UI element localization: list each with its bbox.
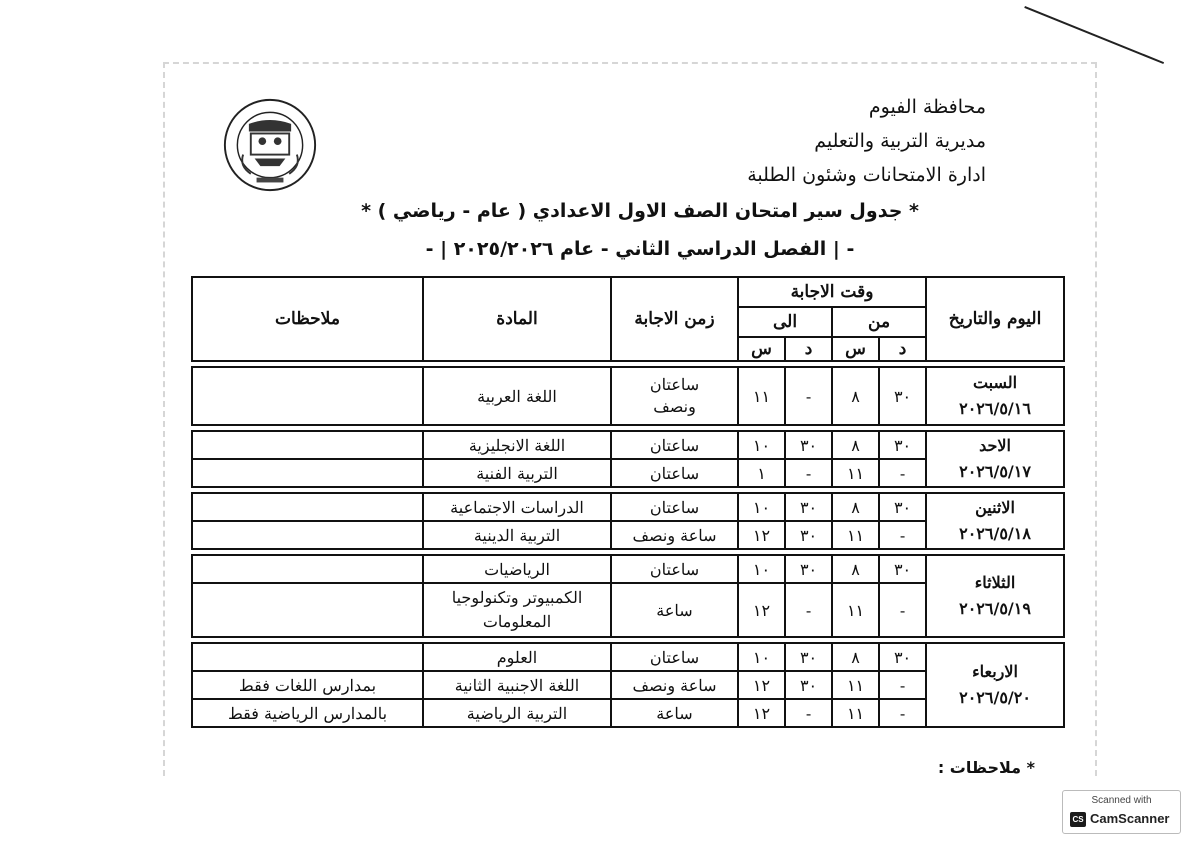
to-hour-cell: ١٢: [738, 699, 785, 727]
from-minute-cell: -: [879, 583, 926, 637]
subject-cell: اللغة العربية: [423, 367, 611, 425]
subject-cell: التربية الفنية: [423, 459, 611, 487]
from-minute-cell: -: [879, 699, 926, 727]
duration-cell: ساعتان: [611, 555, 738, 583]
scanned-with-label: Scanned with: [1091, 795, 1152, 806]
answer-time-header: وقت الاجابة: [738, 277, 926, 307]
subject-cell: التربية الدينية: [423, 521, 611, 549]
notes-cell: [192, 367, 423, 425]
from-minute-cell: -: [879, 459, 926, 487]
from-hour-header: س: [832, 337, 879, 361]
to-hour-cell: ١٠: [738, 431, 785, 459]
document-header: [686, 90, 986, 192]
from-minute-cell: ٣٠: [879, 431, 926, 459]
subject-cell: اللغة الاجنبية الثانية: [423, 671, 611, 699]
from-minute-cell: -: [879, 671, 926, 699]
duration-cell: ساعة ونصف: [611, 521, 738, 549]
from-hour-cell: ١١: [832, 671, 879, 699]
to-hour-cell: ١٢: [738, 583, 785, 637]
from-hour-cell: ١١: [832, 459, 879, 487]
subject-cell: الكمبيوتر وتكنولوجيا المعلومات: [423, 583, 611, 637]
department-name: ادارة الامتحانات وشئون الطلبة: [747, 164, 986, 186]
notes-cell: [192, 521, 423, 549]
day-cell: [926, 555, 1064, 637]
to-minute-cell: ٣٠: [785, 671, 832, 699]
day-name: الثلاثاء: [974, 573, 1016, 592]
duration-cell: ساعة: [611, 699, 738, 727]
from-minute-cell: ٣٠: [879, 367, 926, 425]
duration-cell: ساعتان: [611, 459, 738, 487]
duration-cell: ساعتان: [611, 493, 738, 521]
table-header-row: [192, 277, 1064, 307]
exams-administration-seal: [222, 97, 318, 193]
day-date: ٢٠٢٦/٥/٢٠: [959, 688, 1031, 707]
to-hour-cell: ١٢: [738, 671, 785, 699]
notes-cell: [192, 459, 423, 487]
duration-cell: ساعتان: [611, 643, 738, 671]
camscanner-brand: CamScanner: [1090, 811, 1170, 826]
notes-cell: [192, 643, 423, 671]
to-minute-cell: -: [785, 699, 832, 727]
notes-cell: بمدارس اللغات فقط: [192, 671, 423, 699]
day-name: الاربعاء: [972, 662, 1018, 681]
notes-header: ملاحظات: [192, 277, 423, 361]
from-hour-cell: ٨: [832, 431, 879, 459]
from-hour-cell: ١١: [832, 699, 879, 727]
camscanner-logo-icon: CS: [1070, 812, 1086, 827]
subject-cell: العلوم: [423, 643, 611, 671]
table-row: [192, 493, 1064, 521]
to-hour-header: س: [738, 337, 785, 361]
subject-cell: الرياضيات: [423, 555, 611, 583]
notes-cell: [192, 493, 423, 521]
to-hour-cell: ١: [738, 459, 785, 487]
notes-footnote: * ملاحظات :: [937, 758, 1035, 777]
notes-cell: بالمدارس الرياضية فقط: [192, 699, 423, 727]
to-hour-cell: ١٠: [738, 555, 785, 583]
notes-cell: [192, 555, 423, 583]
day-cell: [926, 367, 1064, 425]
subject-cell: الدراسات الاجتماعية: [423, 493, 611, 521]
directorate-name: مديرية التربية والتعليم: [814, 130, 986, 152]
from-minute-cell: -: [879, 521, 926, 549]
to-hour-cell: ١٠: [738, 493, 785, 521]
table-row: [192, 643, 1064, 671]
from-hour-cell: ١١: [832, 521, 879, 549]
day-date: ٢٠٢٦/٥/١٩: [959, 599, 1031, 618]
exam-schedule-table: [191, 276, 1065, 728]
to-minute-cell: ٣٠: [785, 521, 832, 549]
duration-cell: ساعة ونصف: [611, 671, 738, 699]
day-date: ٢٠٢٦/٥/١٧: [959, 462, 1031, 481]
to-minute-header: د: [785, 337, 832, 361]
duration-cell: ساعتان ونصف: [611, 367, 738, 425]
from-minute-header: د: [879, 337, 926, 361]
duration-cell: ساعة: [611, 583, 738, 637]
to-minute-cell: -: [785, 459, 832, 487]
table-row: [192, 555, 1064, 583]
from-hour-cell: ٨: [832, 643, 879, 671]
table-row: [192, 367, 1064, 425]
governorate-name: محافظة الفيوم: [868, 96, 986, 118]
from-minute-cell: ٣٠: [879, 555, 926, 583]
duration-cell: ساعتان: [611, 431, 738, 459]
to-hour-cell: ١٢: [738, 521, 785, 549]
day-date: ٢٠٢٦/٥/١٨: [959, 524, 1031, 543]
day-cell: [926, 431, 1064, 487]
from-minute-cell: ٣٠: [879, 643, 926, 671]
notes-cell: [192, 431, 423, 459]
from-minute-cell: ٣٠: [879, 493, 926, 521]
day-cell: [926, 643, 1064, 727]
from-hour-cell: ٨: [832, 367, 879, 425]
subject-header: المادة: [423, 277, 611, 361]
camscanner-badge: [1062, 790, 1181, 834]
to-hour-cell: ١١: [738, 367, 785, 425]
scan-edge-line: [1024, 6, 1164, 64]
from-header: من: [832, 307, 926, 337]
day-name: الاثنين: [975, 498, 1015, 517]
table-row: [192, 431, 1064, 459]
from-hour-cell: ٨: [832, 493, 879, 521]
day-date: ٢٠٢٦/٥/١٦: [959, 399, 1031, 418]
from-hour-cell: ١١: [832, 583, 879, 637]
to-minute-cell: ٣٠: [785, 555, 832, 583]
subject-cell: اللغة الانجليزية: [423, 431, 611, 459]
to-hour-cell: ١٠: [738, 643, 785, 671]
to-minute-cell: ٣٠: [785, 643, 832, 671]
subject-cell: التربية الرياضية: [423, 699, 611, 727]
notes-cell: [192, 583, 423, 637]
schedule-title: * جدول سير امتحان الصف الاول الاعدادي ( عام - رياضي ) *: [361, 200, 919, 222]
to-minute-cell: -: [785, 583, 832, 637]
from-hour-cell: ٨: [832, 555, 879, 583]
semester-subtitle: - | الفصل الدراسي الثاني - عام ٢٠٢٥/٢٠٢٦ | -: [425, 238, 855, 260]
day-date-header: اليوم والتاريخ: [926, 277, 1064, 361]
to-minute-cell: ٣٠: [785, 493, 832, 521]
to-header: الى: [738, 307, 832, 337]
day-name: السبت: [972, 373, 1018, 392]
to-minute-cell: -: [785, 367, 832, 425]
day-name: الاحد: [979, 436, 1011, 455]
to-minute-cell: ٣٠: [785, 431, 832, 459]
duration-header: زمن الاجابة: [611, 277, 738, 361]
day-cell: [926, 493, 1064, 549]
